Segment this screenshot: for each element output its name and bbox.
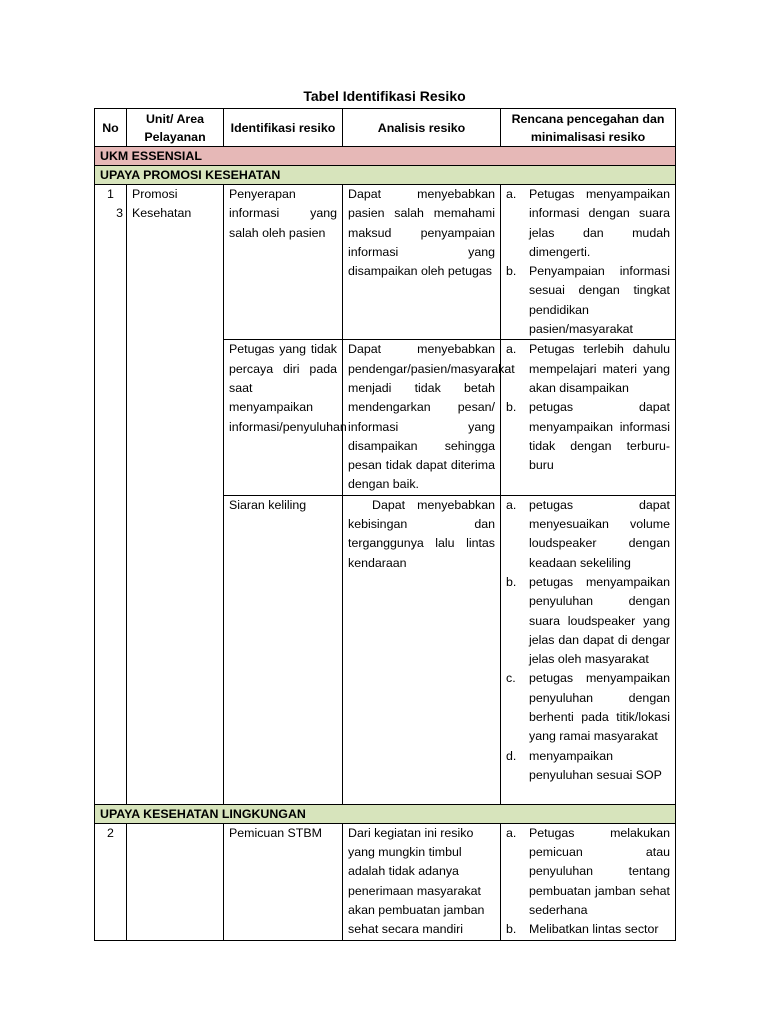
- analisis-cell: Dapat menyebabkan pendengar/pasien/masyarakat menjadi tidak betah mendengarkan pesan/ informasi yang disampaikan sehingga pesan tidak dapat diterima dengan baik.: [343, 340, 501, 495]
- header-no: No: [95, 109, 127, 147]
- table-row: [95, 185, 676, 340]
- rencana-list: [506, 185, 670, 339]
- list-text: Petugas menyampaikan informasi dengan suara jelas dan mudah dimengerti.: [529, 187, 670, 259]
- section-row-promosi: [95, 166, 676, 185]
- row-number: 1: [107, 187, 114, 201]
- table-row: [95, 823, 676, 940]
- list-marker: a.: [506, 497, 517, 512]
- section-row-lingkungan: [95, 804, 676, 823]
- section-ukm-essensial: UKM ESSENSIAL: [95, 147, 676, 166]
- list-marker: b.: [506, 574, 517, 589]
- list-marker: d.: [506, 748, 517, 763]
- identifikasi-cell: Penyerapan informasi yang salah oleh pasien: [224, 185, 343, 340]
- header-identifikasi: Identifikasi resiko: [224, 109, 343, 147]
- list-item: [506, 496, 670, 573]
- list-marker: a.: [506, 342, 517, 357]
- list-text: petugas dapat menyampaikan informasi tidak dengan terburu-buru: [529, 400, 670, 473]
- header-unit: Unit/ Area Pelayanan: [127, 109, 224, 147]
- list-marker: c.: [506, 671, 516, 686]
- row-number-cell: [95, 185, 127, 805]
- list-text: petugas dapat menyesuaikan volume loudspeaker dengan keadaan sekeliling: [529, 497, 670, 570]
- header-rencana: Rencana pencegahan dan minimalisasi resiko: [501, 109, 676, 147]
- list-item: [506, 747, 670, 786]
- unit-cell: [127, 823, 224, 940]
- list-text: Petugas melakukan pemicuan atau penyuluhan tentang pembuatan jamban sehat sederhana: [529, 825, 670, 917]
- section-row-ukm: [95, 147, 676, 166]
- section-upaya-promosi: UPAYA PROMOSI KESEHATAN: [95, 166, 676, 185]
- list-item: [506, 824, 670, 920]
- rencana-cell: [501, 823, 676, 940]
- list-text: Melibatkan lintas sector: [529, 922, 659, 937]
- list-text: Penyampaian informasi sesuai dengan tingkat pendidikan pasien/masyarakat: [529, 264, 670, 337]
- rencana-list: [506, 824, 670, 940]
- list-item: [506, 573, 670, 669]
- list-text: Petugas terlebih dahulu mempelajari materi yang akan disampaikan: [529, 342, 670, 395]
- document-title: Tabel Identifikasi Resiko: [303, 88, 466, 104]
- section-upaya-lingkungan: UPAYA KESEHATAN LINGKUNGAN: [95, 804, 676, 823]
- rencana-cell: [501, 340, 676, 495]
- rencana-list: [506, 340, 670, 475]
- analisis-cell: Dapat menyebabkan kebisingan dan terganggunya lalu lintas kendaraan: [343, 495, 501, 804]
- unit-cell: Promosi Kesehatan: [127, 185, 224, 805]
- identifikasi-cell: Pemicuan STBM: [224, 823, 343, 940]
- list-item: [506, 920, 670, 939]
- list-item: [506, 262, 670, 339]
- row-number: 2: [95, 823, 127, 940]
- list-item: [506, 185, 670, 262]
- rencana-cell: [501, 495, 676, 804]
- row-number-sub: 3: [116, 206, 123, 221]
- analisis-cell: Dapat menyebabkan pasien salah memahami maksud penyampaian informasi yang disampaikan oleh petugas: [343, 185, 501, 340]
- list-marker: a.: [506, 825, 517, 840]
- list-marker: b.: [506, 400, 517, 415]
- list-marker: b.: [506, 922, 517, 937]
- list-marker: a.: [506, 187, 517, 201]
- identifikasi-cell: Petugas yang tidak percaya diri pada saat menyampaikan informasi/penyuluhan: [224, 340, 343, 495]
- identifikasi-cell: Siaran keliling: [224, 495, 343, 804]
- list-item: [506, 398, 670, 475]
- list-text: petugas menyampaikan penyuluhan dengan berhenti pada titik/lokasi yang ramai masyarakat: [529, 671, 670, 744]
- rencana-cell: [501, 185, 676, 340]
- table-header-row: [95, 109, 676, 147]
- list-text: petugas menyampaikan penyuluhan dengan suara loudspeaker yang jelas dan dapat di dengar jelas oleh masyarakat: [529, 574, 670, 667]
- list-item: [506, 340, 670, 398]
- list-item: [506, 669, 670, 746]
- list-marker: b.: [506, 264, 517, 279]
- header-analisis: Analisis resiko: [343, 109, 501, 147]
- list-text: menyampaikan penyuluhan sesuai SOP: [529, 748, 662, 782]
- rencana-list: [506, 496, 670, 785]
- risk-identification-table: [94, 108, 676, 941]
- analisis-cell: Dari kegiatan ini resiko yang mungkin timbul adalah tidak adanya penerimaan masyarakat akan pembuatan jamban sehat secara mandiri: [343, 823, 501, 940]
